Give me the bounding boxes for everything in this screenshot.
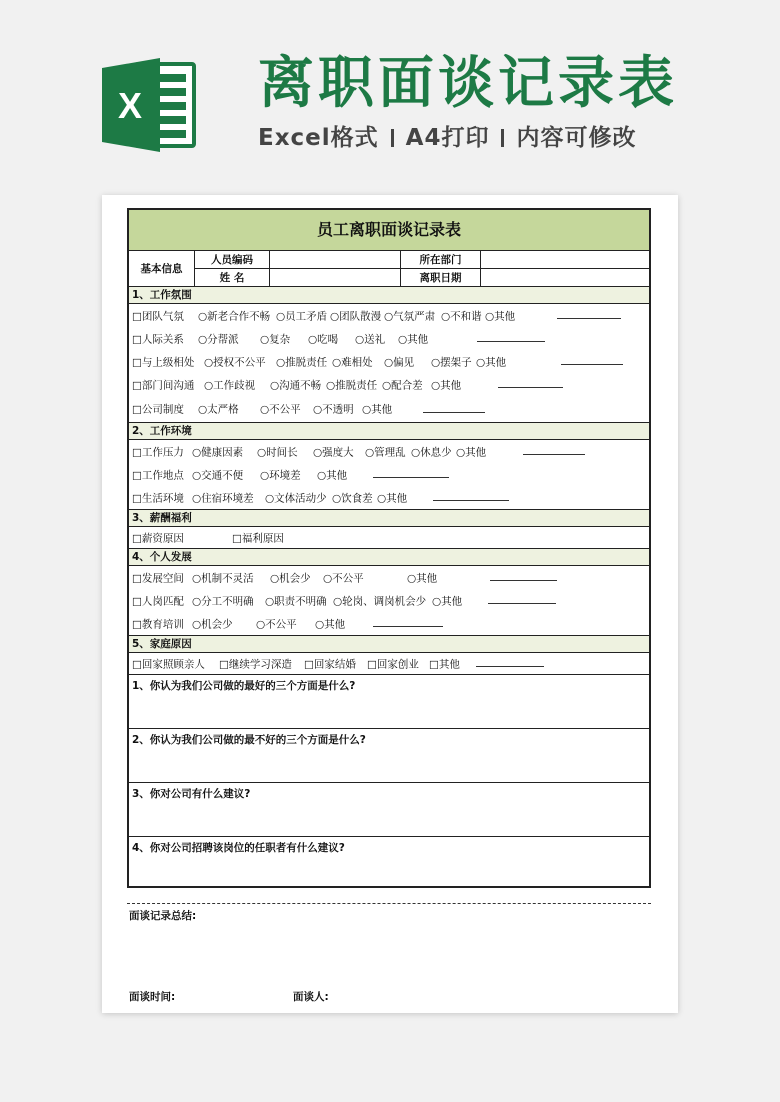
option-radio[interactable]: ○其他 [362,403,393,416]
option-radio[interactable]: ○送礼 [355,333,386,345]
basic-info-label: 基本信息 [129,251,195,286]
option-radio[interactable]: ○职责不明确 [265,595,327,607]
option-checkbox[interactable]: □生活环境 [132,492,184,504]
option-row [129,463,649,486]
option-row [129,612,649,635]
option-radio[interactable]: ○其他 [432,595,463,607]
option-row [129,304,649,327]
option-radio[interactable]: ○饮食差 [332,492,373,504]
option-row [129,440,649,463]
option-checkbox[interactable]: □与上级相处 [132,356,195,368]
excel-logo-icon [102,58,198,152]
option-checkbox[interactable]: □工作压力 [132,446,184,458]
section-work-atmosphere [129,304,649,423]
option-radio[interactable]: ○偏见 [384,356,415,368]
option-checkbox[interactable]: □人际关系 [132,333,184,345]
option-radio[interactable]: ○其他 [377,492,408,504]
option-radio[interactable]: ○分帮派 [198,333,239,345]
option-row [129,327,649,350]
other-blank[interactable] [561,364,623,365]
option-row [129,589,649,612]
option-radio[interactable]: ○机会少 [270,572,311,584]
department-label: 所在部门 [401,251,481,268]
dashed-divider [127,903,651,904]
option-checkbox[interactable]: □公司制度 [132,403,184,416]
name-label: 姓 名 [195,269,270,286]
section-title: 4、个人发展 [129,549,649,566]
option-radio[interactable]: ○工作歧视 [204,379,256,391]
option-checkbox[interactable]: □部门间沟通 [132,379,195,391]
other-blank[interactable] [557,318,621,319]
question-worst-aspects[interactable]: 2、你认为我们公司做的最不好的三个方面是什么? [129,729,649,783]
option-radio[interactable]: ○休息少 [411,446,452,458]
section-family-reasons [129,653,649,675]
option-radio[interactable]: ○不透明 [313,403,354,416]
subtitle-divider [501,129,504,147]
option-radio[interactable]: ○其他 [407,572,438,584]
option-radio[interactable]: ○其他 [485,310,516,322]
other-blank[interactable] [373,626,443,627]
option-radio[interactable]: ○强度大 [313,446,354,458]
option-checkbox[interactable]: □工作地点 [132,469,184,481]
option-checkbox[interactable]: □薪资原因 [132,532,184,544]
option-radio[interactable]: ○文体活动少 [265,492,327,504]
form-paper [102,195,678,1013]
option-checkbox[interactable]: □继续学习深造 [219,658,292,670]
interview-time-label: 面谈时间: [129,991,176,1003]
option-radio[interactable]: ○员工矛盾 [276,310,328,322]
subtitle-format: Excel格式 [258,125,379,151]
option-radio[interactable]: ○环境差 [260,469,301,481]
leave-date-field[interactable] [481,269,649,286]
option-checkbox[interactable]: □发展空间 [132,572,184,584]
section-work-environment [129,440,649,510]
employee-id-field[interactable] [270,251,401,268]
option-radio[interactable]: ○团队散漫 [330,310,382,322]
option-radio[interactable]: ○复杂 [260,333,291,345]
option-radio[interactable]: ○机制不灵活 [192,572,254,584]
option-checkbox[interactable]: □教育培训 [132,618,184,630]
question-best-aspects[interactable]: 1、你认为我们公司做的最好的三个方面是什么? [129,675,649,729]
option-radio[interactable]: ○推脱责任 [276,356,328,368]
option-radio[interactable]: ○气氛严肃 [384,310,436,322]
section-personal-development [129,566,649,636]
option-radio[interactable]: ○不公平 [260,403,301,416]
option-radio[interactable]: ○其他 [317,469,348,481]
option-radio[interactable]: ○其他 [431,379,462,391]
option-row [129,486,649,509]
section-title: 5、家庭原因 [129,636,649,653]
option-radio[interactable]: ○住宿环境差 [192,492,254,504]
option-radio[interactable]: ○时间长 [257,446,298,458]
page-title: 离职面谈记录表 [258,51,678,116]
name-field[interactable] [270,269,401,286]
option-radio[interactable]: ○其他 [456,446,487,458]
option-row [129,373,649,396]
option-radio[interactable]: ○摆架子 [431,356,472,368]
option-checkbox[interactable]: □回家照顾亲人 [132,658,205,670]
option-radio[interactable]: ○授权不公平 [204,356,266,368]
option-radio[interactable]: ○太严格 [198,403,239,416]
form-title: 员工离职面谈记录表 [129,210,649,251]
option-radio[interactable]: ○吃喝 [308,333,339,345]
question-hiring-advice[interactable]: 4、你对公司招聘该岗位的任职者有什么建议? [132,842,345,854]
section-title: 1、工作氛围 [129,287,649,304]
option-radio[interactable]: ○沟通不畅 [270,379,322,391]
option-row [129,566,649,589]
other-blank[interactable] [477,341,545,342]
option-checkbox[interactable]: □回家创业 [367,658,419,670]
subtitle-editable: 内容可修改 [516,125,637,151]
option-radio[interactable]: ○推脱责任 [326,379,378,391]
leave-date-label: 离职日期 [401,269,481,286]
option-checkbox[interactable]: □福利原因 [232,532,284,544]
option-radio[interactable]: ○健康因素 [192,446,244,458]
option-checkbox[interactable]: □回家结婚 [304,658,356,670]
option-radio[interactable]: ○难相处 [332,356,373,368]
option-radio[interactable]: ○不公平 [256,618,297,630]
option-checkbox[interactable]: □人岗匹配 [132,595,184,607]
logo-letter: X [117,85,143,126]
option-checkbox[interactable]: □其他 [429,658,460,670]
interviewer-label: 面谈人: [293,991,329,1003]
subtitle-print: A4打印 [405,125,490,151]
option-checkbox[interactable]: □团队气氛 [132,310,184,322]
option-radio[interactable]: ○机会少 [192,618,233,630]
option-radio[interactable]: ○其他 [398,333,429,345]
option-radio[interactable]: ○不公平 [323,572,364,584]
other-blank[interactable] [423,412,485,413]
other-blank[interactable] [433,500,509,501]
option-radio[interactable]: ○配合差 [382,379,423,391]
other-blank[interactable] [476,666,544,667]
option-radio[interactable]: ○管理乱 [365,446,406,458]
section-title: 3、薪酬福利 [129,510,649,527]
option-row [129,350,649,373]
option-radio[interactable]: ○分工不明确 [192,595,254,607]
other-blank[interactable] [373,477,449,478]
interview-form-table [127,208,651,888]
other-blank[interactable] [488,603,556,604]
employee-id-label: 人员编码 [195,251,270,268]
option-row [129,396,649,422]
option-radio[interactable]: ○不和谐 [441,310,482,322]
department-field[interactable] [481,251,649,268]
section-title: 2、工作环境 [129,423,649,440]
section-compensation [129,527,649,549]
subtitle [258,118,636,158]
option-radio[interactable]: ○其他 [476,356,507,368]
subtitle-divider [391,129,394,147]
summary-label: 面谈记录总结: [129,910,197,922]
option-radio[interactable]: ○交通不便 [192,469,244,481]
question-suggestions[interactable]: 3、你对公司有什么建议? [129,783,649,837]
other-blank[interactable] [490,580,557,581]
other-blank[interactable] [523,454,585,455]
option-radio[interactable]: ○新老合作不畅 [198,310,271,322]
option-radio[interactable]: ○其他 [315,618,346,630]
option-radio[interactable]: ○轮岗、调岗机会少 [333,595,427,607]
basic-info-block [129,251,649,287]
other-blank[interactable] [498,387,563,388]
